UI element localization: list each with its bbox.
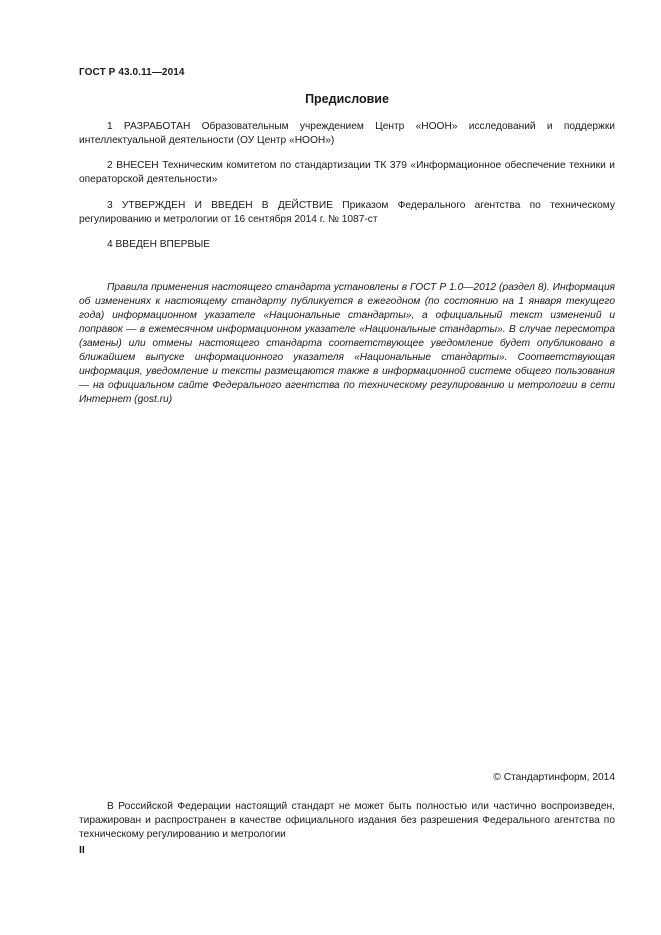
page-number: II [79, 844, 85, 856]
reproduction-notice: В Российской Федерации настоящий стандарт не может быть полностью или частично воспроизведен, тиражирован и распространен в качестве официального издания без разрешения Федерального агентства по техническому регулированию и метрологии [79, 801, 615, 840]
document-code: ГОСТ Р 43.0.11—2014 [79, 67, 185, 78]
foreword-item-1: 1 РАЗРАБОТАН Образовательным учреждением Центр «НООН» исследований и поддержки интеллектуальной деятельности (ОУ Центр «НООН») [79, 121, 615, 146]
copyright: © Стандартинформ, 2014 [493, 772, 615, 783]
foreword-item-2: 2 ВНЕСЕН Техническим комитетом по стандартизации ТК 379 «Информационное обеспечение техники и операторской деятельности» [79, 160, 615, 185]
usage-note: Правила применения настоящего стандарта установлены в ГОСТ Р 1.0—2012 (раздел 8). Информация об изменениях к настоящему стандарту публикуется в ежегодном (по состоянию на 1 января текущего года) информационном указателе «Национальные стандарты», а официальный текст изменений и поправок — в ежемесячном информационном указателе «Национальные стандарты». В случае пересмотра (замены) или отмены настоящего стандарта соответствующее уведомление будет опубликовано в ближайшем выпуске информационного указателя «Национальные стандарты». Соответствующая информация, уведомление и тексты размещаются также в информационной системе общего пользования — на официальном сайте Федерального агентства по техническому регулированию и метрологии в сети Интернет (gost.ru) [79, 282, 615, 405]
section-title: Предисловие [305, 92, 389, 106]
foreword-item-3: 3 УТВЕРЖДЕН И ВВЕДЕН В ДЕЙСТВИЕ Приказом Федерального агентства по техническому регулированию и метрологии от 16 сентября 2014 г. № 1087-ст [79, 200, 615, 225]
foreword-item-4: 4 ВВЕДЕН ВПЕРВЫЕ [107, 239, 211, 250]
